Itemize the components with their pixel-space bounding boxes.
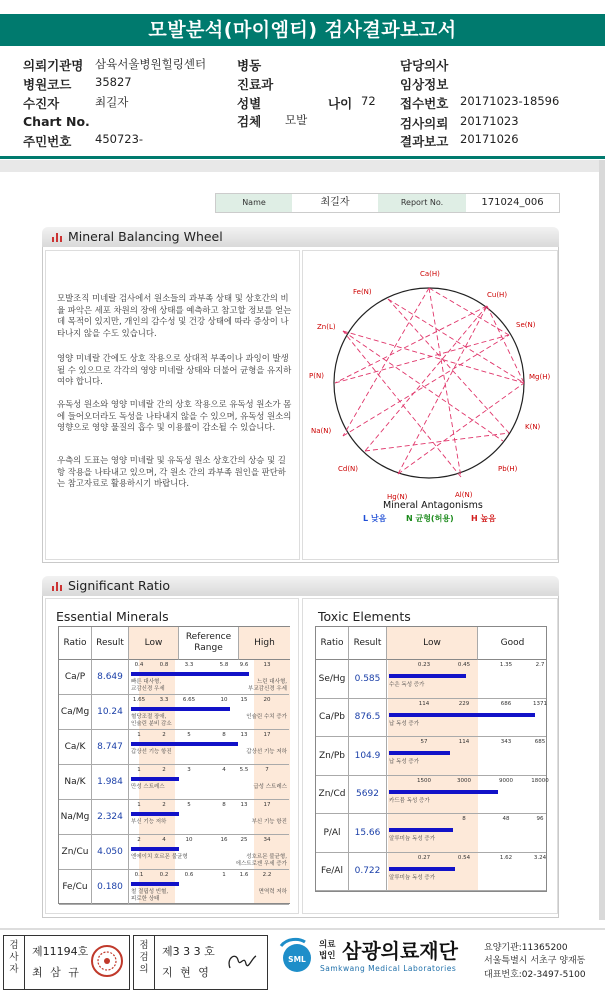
result-bar xyxy=(131,777,179,781)
clinical-label: 임상정보 xyxy=(400,77,449,92)
institution-label: 의뢰기관명 xyxy=(23,58,84,73)
tick-label: 114 xyxy=(458,739,470,745)
legend-high: H 높음 xyxy=(471,514,496,523)
sml-logo-icon xyxy=(275,936,317,980)
tick-label: 114 xyxy=(418,700,430,707)
result-bar xyxy=(131,672,249,676)
result-cell: 8.747 xyxy=(92,730,129,764)
report-title: 모발분석(마이엠티) 검사결과보고서 xyxy=(0,14,605,46)
tick-label: 17 xyxy=(263,802,271,808)
note-text: 알루미늄 독성 증가 xyxy=(389,836,436,842)
org-prefix-2: 법인 xyxy=(319,951,336,961)
note-text: 카드뮴 독성 증가 xyxy=(389,797,430,804)
hospital-code-label: 병원코드 xyxy=(23,77,72,92)
note-text: 알루미늄 독성 증가 xyxy=(389,874,436,881)
low-header: Low xyxy=(387,627,478,660)
reference-header-line-2: Range xyxy=(194,643,223,653)
result-cell: 0.585 xyxy=(349,660,387,698)
note-left: 빠른 대사형, 교감신경 우세 xyxy=(131,679,165,692)
report-header: Report No. xyxy=(378,194,466,212)
tick-label: 34 xyxy=(263,837,271,843)
tick-label: 48 xyxy=(502,816,510,822)
wheel-label-na: Na(N) xyxy=(311,427,332,435)
result-header: Result xyxy=(92,627,129,660)
tick-label: 2 xyxy=(137,837,141,843)
note-right: 부신 기능 항진 xyxy=(251,819,287,825)
resident-label: 주민번호 xyxy=(23,134,72,149)
result-cell: 2.324 xyxy=(92,800,129,834)
ratio-cell: Se/Hg xyxy=(316,660,349,698)
examiner-divider xyxy=(24,935,25,990)
org-prefix xyxy=(319,940,335,962)
request-label: 검사의뢰 xyxy=(400,116,449,131)
wheel-section-header xyxy=(42,227,559,247)
wheel-label-cu: Cu(H) xyxy=(487,291,508,299)
logo-text: SML xyxy=(288,955,306,964)
tick-label: 1.6 xyxy=(239,872,249,878)
org-english: Samkwang Medical Laboratories xyxy=(320,964,457,973)
toxic-panel xyxy=(302,598,558,914)
tick-label: 5.5 xyxy=(239,767,249,773)
essential-table xyxy=(58,626,290,904)
result-bar xyxy=(389,674,466,678)
result-bar xyxy=(131,847,179,851)
ratio-cell: Ca/K xyxy=(59,730,92,764)
tick-label: 8 xyxy=(222,732,226,738)
report-value: 171024_006 xyxy=(481,197,544,208)
essential-title: Essential Minerals xyxy=(56,609,169,624)
wheel-label-mg: Mg(H) xyxy=(529,373,551,381)
table-row xyxy=(316,660,546,699)
result-bar xyxy=(389,790,498,794)
tick-label: 8 xyxy=(462,816,466,822)
reviewer-signature xyxy=(222,948,260,976)
wheel-label-al: Al(N) xyxy=(455,491,473,499)
result-header: Result xyxy=(349,627,387,660)
ward-label: 병동 xyxy=(237,58,262,73)
note-left: 철 결핍성 빈혈, 피로한 상태 xyxy=(131,889,169,902)
tick-label: 0.1 xyxy=(134,872,144,878)
result-cell: 8.649 xyxy=(92,660,129,694)
ratio-cell: Na/Mg xyxy=(59,800,92,834)
doctor-label: 담당의사 xyxy=(400,58,449,73)
reviewer-name: 지 현 영 xyxy=(162,966,211,979)
note-text: 납 독성 증가 xyxy=(389,759,420,765)
tick-label: 2.7 xyxy=(535,662,545,668)
org-name: 삼광의료재단 xyxy=(342,939,458,963)
tick-label: 1 xyxy=(137,802,141,808)
tick-label: 15 xyxy=(240,697,248,703)
tick-label: 0.23 xyxy=(417,662,431,668)
hospital-code-value: 35827 xyxy=(95,75,132,89)
org-address: 서울특별시 서초구 양재동 xyxy=(484,956,586,966)
legend-normal: N 균형(허용) xyxy=(406,514,454,523)
org-code: 요양기관:11365200 xyxy=(484,943,568,953)
table-row xyxy=(316,737,546,776)
tick-label: 7 xyxy=(265,767,269,773)
antagonism-title: Mineral Antagonisms xyxy=(383,500,483,511)
tick-label: 10 xyxy=(220,697,228,703)
note-left: 만성 스트레스 xyxy=(131,784,165,790)
wheel-section-title: Mineral Balancing Wheel xyxy=(68,229,223,244)
result-cell: 1.984 xyxy=(92,765,129,799)
wheel-label-ca: Ca(H) xyxy=(420,270,440,278)
result-label: 결과보고 xyxy=(400,134,449,149)
tick-label: 0.54 xyxy=(457,854,471,861)
note-right: 갑상선 기능 저하 xyxy=(246,749,287,755)
tick-label: 0.6 xyxy=(184,872,194,878)
examiner-seal xyxy=(90,944,124,978)
note-left: 혈당조절 장애, 인슐린 분비 감소 xyxy=(131,714,172,727)
tick-label: 1.35 xyxy=(499,662,513,668)
patient-info xyxy=(0,52,605,150)
tick-label: 3.3 xyxy=(159,697,169,703)
tick-label: 1 xyxy=(137,732,141,738)
tick-label: 17 xyxy=(263,732,271,738)
reviewer-divider xyxy=(154,935,155,990)
name-value: 최길자 xyxy=(320,197,350,208)
tick-label: 3.3 xyxy=(184,662,194,668)
tick-label: 2.2 xyxy=(262,872,272,878)
tick-label: 0.45 xyxy=(457,662,471,668)
toxic-title: Toxic Elements xyxy=(318,609,411,624)
tick-label: 5 xyxy=(187,802,191,808)
table-row xyxy=(59,660,289,695)
tick-label: 0.8 xyxy=(159,662,169,668)
collector-label: 수진자 xyxy=(23,96,60,111)
tick-label: 4 xyxy=(222,767,226,773)
table-row xyxy=(59,765,289,800)
tick-label: 3.24 xyxy=(533,854,547,861)
collector-value: 최길자 xyxy=(95,95,129,109)
wheel-label-p: P(N) xyxy=(309,372,324,380)
ratio-section-title: Significant Ratio xyxy=(68,578,171,593)
tick-label: 13 xyxy=(240,732,248,738)
result-bar xyxy=(131,742,238,746)
examiner-name: 최 삼 규 xyxy=(32,966,81,979)
paragraph-4: 우측의 도표는 영양 미네랄 및 유독성 원소 상호간의 상승 및 길항 작용을 나타내고 있으며, 각 원소 간의 과부족 원인을 판단하는 참고자료로 활용하시기 바랍니다. xyxy=(57,455,286,488)
tick-label: 1.65 xyxy=(132,697,146,703)
table-row xyxy=(316,776,549,815)
tick-label: 8 xyxy=(222,802,226,808)
age-label: 나이 xyxy=(328,96,353,111)
note-text: 납 독성 증가 xyxy=(389,720,420,727)
note-text: 수은 독성 증가 xyxy=(389,682,425,688)
name-header: Name xyxy=(216,194,292,212)
result-cell: 876.5 xyxy=(349,699,387,737)
ratio-cell: Zn/Cd xyxy=(316,776,349,814)
wheel-label-se: Se(N) xyxy=(516,321,536,329)
tick-label: 5.8 xyxy=(219,662,229,668)
chart-label: Chart No. xyxy=(23,114,90,129)
tick-label: 6.65 xyxy=(182,697,196,703)
note-right: 급성 스트레스 xyxy=(253,784,287,790)
ratio-cell: Na/K xyxy=(59,765,92,799)
tick-label: 18000 xyxy=(531,777,549,784)
ratio-cell: P/Al xyxy=(316,814,349,852)
result-bar xyxy=(389,713,535,717)
tick-label: 3000 xyxy=(457,777,471,784)
result-cell: 0.722 xyxy=(349,853,387,891)
tick-label: 9000 xyxy=(499,777,513,784)
tick-label: 9.6 xyxy=(239,662,249,668)
high-header: High xyxy=(239,627,290,660)
tick-label: 686 xyxy=(500,700,512,707)
table-row xyxy=(59,835,289,870)
footer-divider xyxy=(0,928,605,930)
note-left: 부신 기능 저하 xyxy=(131,819,167,825)
ratio-cell: Zn/Pb xyxy=(316,737,349,775)
examiner-label: 검사자 xyxy=(9,940,19,975)
wheel-label-fe: Fe(N) xyxy=(353,288,372,296)
result-bar xyxy=(389,867,455,871)
ratio-header: Ratio xyxy=(59,627,92,660)
ratio-cell: Ca/Pb xyxy=(316,699,349,737)
wheel-label-hg: Hg(N) xyxy=(387,493,408,501)
legend-low: L 낮음 xyxy=(363,514,387,523)
wheel-label-cd: Cd(N) xyxy=(338,465,359,473)
request-value: 20171023 xyxy=(460,114,519,128)
tick-label: 2 xyxy=(162,767,166,773)
table-row xyxy=(59,800,289,835)
tick-label: 0.27 xyxy=(417,854,431,861)
reviewer-label: 점검의 xyxy=(139,940,149,975)
result-cell: 15.66 xyxy=(349,814,387,852)
result-value: 20171026 xyxy=(460,132,519,146)
tick-label: 96 xyxy=(536,816,544,822)
dept-label: 진료과 xyxy=(237,77,274,92)
gray-band xyxy=(0,160,605,172)
good-header: Good xyxy=(478,627,547,660)
paragraph-1: 모발조직 미네랄 검사에서 원소들의 과부족 상태 및 상호간의 비율 파악은 세포 차원의 장애 상태를 예측하고 참고할 정보를 얻는데 목적이 있지만, 개인의 감수성 및 건강 상태에 따라 증상이 나타나지 않을 수도 있습니다. xyxy=(57,293,292,338)
tick-label: 2 xyxy=(162,802,166,808)
wheel-label-k: K(N) xyxy=(525,423,541,431)
tick-label: 1 xyxy=(222,872,226,878)
note-left: 갑상선 기능 항진 xyxy=(131,749,172,755)
tick-label: 13 xyxy=(263,662,271,668)
tick-label: 25 xyxy=(240,837,248,843)
reference-header-line-1: Reference xyxy=(185,632,232,642)
essential-panel xyxy=(45,598,299,914)
result-cell: 10.24 xyxy=(92,695,129,729)
specimen-label: 검체 xyxy=(237,114,262,129)
table-row xyxy=(59,730,289,765)
result-bar xyxy=(389,751,450,755)
ratio-cell: Ca/P xyxy=(59,660,92,694)
tick-label: 1.62 xyxy=(499,854,513,861)
low-header: Low xyxy=(129,627,179,660)
ratio-cell: Ca/Mg xyxy=(59,695,92,729)
sex-label: 성별 xyxy=(237,96,262,111)
table-row xyxy=(59,695,289,730)
tick-label: 343 xyxy=(500,739,512,745)
tick-label: 4 xyxy=(162,837,166,843)
institution-value: 삼육서울병원힐링센터 xyxy=(95,57,207,71)
toxic-table xyxy=(315,626,547,892)
tick-label: 1 xyxy=(137,767,141,773)
note-right: 인슐린 수치 증가 xyxy=(246,714,287,720)
tick-label: 1371 xyxy=(533,700,547,707)
paragraph-2: 영양 미네랄 간에도 상호 작용으로 상대적 부족이나 과잉이 발생될 수 있으므로 각각의 영양 미네랄 상태와 더불어 균형을 유지하여야 합니다. xyxy=(57,353,292,386)
tick-label: 20 xyxy=(263,697,271,703)
receipt-label: 접수번호 xyxy=(400,96,449,111)
result-bar xyxy=(131,707,230,711)
tick-label: 0.2 xyxy=(159,872,169,878)
table-row xyxy=(59,870,289,905)
reviewer-license: 제3 3 3 호 xyxy=(162,945,215,958)
ratio-cell: Fe/Cu xyxy=(59,870,92,904)
examiner-license: 제11194호 xyxy=(32,945,89,958)
result-bar xyxy=(131,882,179,886)
tick-label: 1500 xyxy=(417,777,431,784)
note-right: 성호르몬 불균형, 에스트로겐 우세 증가 xyxy=(235,854,287,867)
table-row xyxy=(316,814,546,853)
result-bar xyxy=(389,828,453,832)
tick-label: 229 xyxy=(458,700,470,707)
result-cell: 104.9 xyxy=(349,737,387,775)
mineral-wheel-figure xyxy=(302,250,558,560)
tick-label: 685 xyxy=(534,739,546,745)
table-row xyxy=(316,853,546,892)
result-cell: 4.050 xyxy=(92,835,129,869)
resident-value: 450723- xyxy=(95,132,144,146)
header-divider xyxy=(0,156,605,159)
org-phone: 대표번호:02-3497-5100 xyxy=(484,970,586,980)
wheel-explanation xyxy=(45,250,300,560)
tick-label: 0.4 xyxy=(134,662,144,668)
tick-label: 2 xyxy=(162,732,166,738)
result-cell: 5692 xyxy=(349,776,387,814)
note-right: 느린 대사형, 부교감신경 우세 xyxy=(248,679,287,692)
ratio-cell: Zn/Cu xyxy=(59,835,92,869)
paragraph-3: 유독성 원소와 영양 미네랄 간의 상호 작용으로 유독성 원소가 몸에 들어오더라도 독성을 나타내지 않을 수 있으며, 유독성 원소의 영향으로 영양 물질의 흡수 및 이용률이 감소될 수 있습니다. xyxy=(57,399,292,432)
table-row xyxy=(316,699,546,738)
org-prefix-1: 의료 xyxy=(319,940,336,950)
bar-chart-icon xyxy=(52,581,63,591)
note-right: 면역력 저하 xyxy=(258,889,287,895)
tick-label: 3 xyxy=(187,767,191,773)
ratio-cell: Fe/Al xyxy=(316,853,349,891)
age-value: 72 xyxy=(361,94,376,108)
tick-label: 57 xyxy=(420,739,428,745)
ratio-header: Ratio xyxy=(316,627,349,660)
specimen-value: 모발 xyxy=(285,113,308,127)
note-left: 엔에이치 호르몬 불균형 xyxy=(131,854,188,860)
name-bar xyxy=(215,193,560,213)
tick-label: 10 xyxy=(185,837,193,843)
tick-label: 5 xyxy=(187,732,191,738)
bar-chart-icon xyxy=(52,232,63,242)
reference-header xyxy=(179,627,239,660)
ratio-section-header xyxy=(42,576,559,596)
tick-label: 13 xyxy=(240,802,248,808)
receipt-value: 20171023-18596 xyxy=(460,94,560,108)
wheel-label-zn: Zn(L) xyxy=(317,323,336,331)
result-bar xyxy=(131,812,179,816)
result-cell: 0.180 xyxy=(92,870,129,904)
tick-label: 16 xyxy=(220,837,228,843)
page-edge-bar xyxy=(599,160,605,920)
wheel-label-pb: Pb(H) xyxy=(498,465,518,473)
